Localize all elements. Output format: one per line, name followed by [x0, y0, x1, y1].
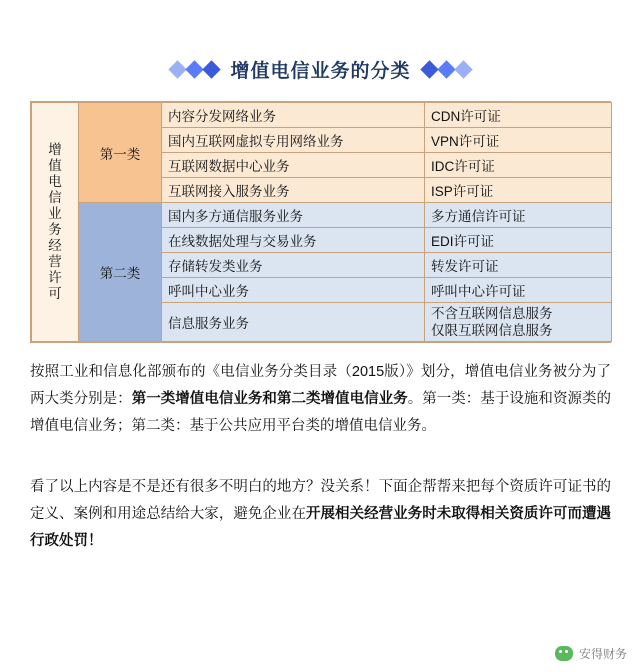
- paragraph-1-part-2: 。第一类：基于设施和资源类的增值电信业务；第二类：基于公共应用平台类的增值电信业务。: [30, 391, 612, 434]
- right-diamond-group: [421, 63, 472, 76]
- service-name: 内容分发网络业务: [162, 103, 425, 128]
- permit-name: 转发许可证: [425, 253, 612, 278]
- diamond-icon: [203, 60, 221, 78]
- vertical-header-char: 增: [48, 142, 62, 157]
- paragraph-1-part-1: 按照工业和信息化部颁布的《电信业务分类目录（2015版）》划分，增值电信业务被分为了两大类分别是：: [30, 364, 611, 407]
- left-diamond-group: [169, 63, 220, 76]
- vertical-header-char: 许: [48, 270, 62, 285]
- table-row: [32, 203, 612, 228]
- permit-name: CDN许可证: [425, 103, 612, 128]
- vertical-header-char: 电: [48, 174, 62, 189]
- page-title-row: [0, 56, 641, 83]
- vertical-header-char: 经: [48, 238, 62, 253]
- permit-name: ISP许可证: [425, 178, 612, 203]
- vertical-header-char: 值: [48, 158, 62, 173]
- wechat-icon: [555, 646, 573, 661]
- diamond-icon: [420, 60, 438, 78]
- permit-name-multiline: [425, 303, 612, 342]
- category-second-label: 第二类: [79, 203, 162, 342]
- page-title: 增值电信业务的分类: [230, 61, 411, 82]
- classification-table: [31, 102, 612, 342]
- footer-account: [555, 645, 627, 662]
- service-name: 国内多方通信服务业务: [162, 203, 425, 228]
- paragraph-2-bold: 开展相关经营业务时未取得相关资质许可而遭遇行政处罚！: [30, 506, 612, 549]
- paragraph-1-bold: 第一类增值电信业务和第二类增值电信业务: [131, 391, 408, 407]
- classification-table-wrapper: [30, 101, 611, 343]
- service-name: 国内互联网虚拟专用网络业务: [162, 128, 425, 153]
- category-first-label: 第一类: [79, 103, 162, 203]
- diamond-icon: [454, 60, 472, 78]
- service-name: 互联网接入服务业务: [162, 178, 425, 203]
- account-name: 安得财务: [578, 647, 627, 661]
- paragraph-2-part-1: 看了以上内容是不是还有很多不明白的地方？没关系！下面企帮帮来把每个资质许可证书的定义、案例和用途总结给大家，避免企业在: [30, 479, 611, 522]
- vertical-header-char: 营: [48, 254, 62, 269]
- permit-line-1: 不含互联网信息服务: [431, 306, 553, 321]
- vertical-row-header: [32, 103, 79, 342]
- service-name: 在线数据处理与交易业务: [162, 228, 425, 253]
- paragraph-classification: [30, 359, 611, 440]
- vertical-header-char: 信: [48, 190, 62, 205]
- service-name: 互联网数据中心业务: [162, 153, 425, 178]
- vertical-header-char: 务: [48, 222, 62, 237]
- permit-name: IDC许可证: [425, 153, 612, 178]
- vertical-header-char: 可: [48, 286, 62, 301]
- permit-name: 多方通信许可证: [425, 203, 612, 228]
- service-name: 信息服务业务: [162, 303, 425, 342]
- permit-name: 呼叫中心许可证: [425, 278, 612, 303]
- service-name: 呼叫中心业务: [162, 278, 425, 303]
- diamond-icon: [437, 60, 455, 78]
- vertical-header-char: 业: [48, 206, 62, 221]
- permit-name: VPN许可证: [425, 128, 612, 153]
- permit-line-2: 仅限互联网信息服务: [431, 323, 553, 338]
- service-name: 存储转发类业务: [162, 253, 425, 278]
- paragraph-summary: [30, 474, 611, 555]
- permit-name: EDI许可证: [425, 228, 612, 253]
- table-row: [32, 103, 612, 128]
